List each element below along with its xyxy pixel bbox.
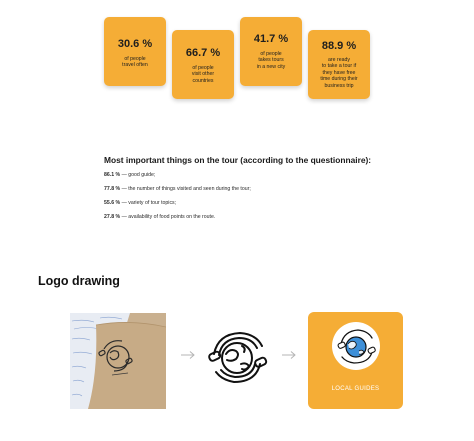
stat-description: of people travel often [122,56,148,69]
final-logo-card [308,312,403,409]
stat-description: of people visit other countries [191,65,215,84]
brand-label: LOCAL GUIDES [331,386,380,392]
stat-value: 30.6 % [117,38,153,50]
logo-section-heading: Logo drawing [38,274,120,288]
questionnaire-item: 77.8 % — the number of things visited and seen during the tour; [104,186,251,192]
logo-sketch-photo [70,313,166,409]
questionnaire-item: 86.1 % — good guide; [104,172,156,178]
globe-headset-color-icon [332,322,380,370]
stat-card-tours-new-city [240,17,302,86]
stat-value: 66.7 % [185,47,221,59]
stat-card-visit-countries [172,30,234,99]
stat-card-travel-often [104,17,166,86]
logo-circle [332,322,380,370]
stat-description: are ready to take a tour if they have free time during their business trip [320,57,358,89]
arrow-right-icon [180,350,196,360]
globe-headset-logo-icon [204,324,270,390]
questionnaire-title: Most important things on the tour (according to the questionnaire): [104,155,372,165]
stat-card-business-trip [308,30,370,99]
stat-value: 41.7 % [253,33,289,45]
arrow-right-icon [281,350,297,360]
sketch-photo-image [70,313,166,409]
questionnaire-item: 55.6 % — variety of tour topics; [104,200,177,206]
stat-description: of people takes tours in a new city [256,51,286,70]
stat-value: 88.9 % [321,40,357,52]
questionnaire-item: 27.8 % — availability of food points on the route. [104,214,216,220]
